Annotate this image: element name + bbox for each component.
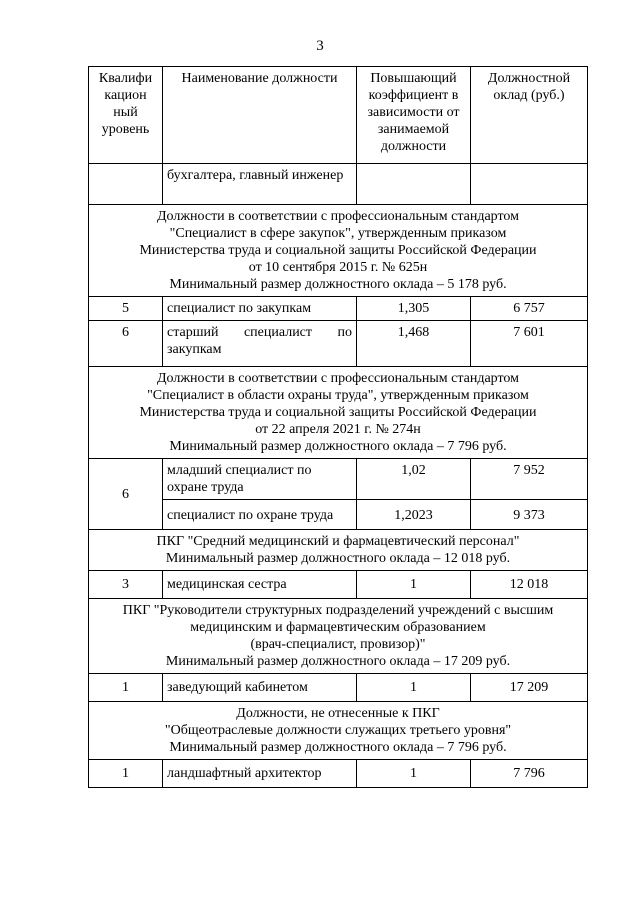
cell-coefficient — [357, 164, 471, 205]
section-line: Должности в соответствии с профессиональным стандартом — [156, 209, 519, 224]
cell-level: 5 — [89, 297, 163, 321]
table-header-row — [89, 67, 588, 164]
section-line: Минимальный размер должностного оклада – 12 018 руб. — [165, 551, 511, 566]
table-row — [89, 297, 588, 321]
section-caption — [89, 367, 588, 459]
section-header-procurement — [89, 205, 588, 297]
section-line: от 22 апреля 2021 г. № 274н — [255, 422, 421, 437]
section-header-medical — [89, 530, 588, 571]
section-line: от 10 сентября 2015 г. № 625н — [248, 260, 428, 275]
cell-level: 1 — [89, 760, 163, 788]
cell-position: старший специалист по закупкам — [163, 321, 357, 367]
section-line: "Общеотраслевые должности служащих третьего уровня" — [164, 723, 512, 738]
cell-salary: 7 796 — [471, 760, 588, 788]
section-header-other — [89, 702, 588, 760]
cell-coefficient: 1,2023 — [357, 500, 471, 530]
cell-salary: 17 209 — [471, 674, 588, 702]
cell-position: медицинская сестра — [163, 571, 357, 599]
cell-level: 6 — [89, 459, 163, 530]
section-header-heads — [89, 599, 588, 674]
section-line: (врач-специалист, провизор)" — [250, 637, 426, 652]
cell-position: специалист по охране труда — [163, 500, 357, 530]
cell-salary: 7 601 — [471, 321, 588, 367]
header-salary: Должностной оклад (руб.) — [471, 67, 588, 164]
section-line: Минимальный размер должностного оклада – 5 178 руб. — [169, 277, 507, 292]
section-caption — [89, 205, 588, 297]
cell-salary: 9 373 — [471, 500, 588, 530]
section-line: "Специалист в сфере закупок", утвержденным приказом — [169, 226, 507, 241]
cell-salary: 12 018 — [471, 571, 588, 599]
cell-position: ландшафтный архитектор — [163, 760, 357, 788]
section-line: Минимальный размер должностного оклада – 17 209 руб. — [165, 654, 511, 669]
section-line: Должности, не отнесенные к ПКГ — [236, 706, 440, 721]
table-row — [89, 459, 588, 500]
cell-level — [89, 164, 163, 205]
cell-coefficient: 1 — [357, 674, 471, 702]
cell-salary: 7 952 — [471, 459, 588, 500]
section-header-labor-safety — [89, 367, 588, 459]
cell-coefficient: 1 — [357, 571, 471, 599]
section-line: Минимальный размер должностного оклада – 7 796 руб. — [169, 439, 507, 454]
header-position: Наименование должности — [163, 67, 357, 164]
table-row — [89, 571, 588, 599]
cell-position: специалист по закупкам — [163, 297, 357, 321]
section-caption — [89, 702, 588, 760]
section-caption — [89, 530, 588, 571]
table-row — [89, 674, 588, 702]
table-row — [89, 500, 588, 530]
table-row — [89, 164, 588, 205]
section-line: Министерства труда и социальной защиты Российской Федерации — [139, 243, 537, 258]
cell-position: бухгалтера, главный инженер — [163, 164, 357, 205]
cell-position: младший специалист по охране труда — [163, 459, 357, 500]
cell-salary: 6 757 — [471, 297, 588, 321]
header-coefficient: Повышающий коэффициент в зависимости от занимаемой должности — [357, 67, 471, 164]
section-line: Минимальный размер должностного оклада – 7 796 руб. — [169, 740, 507, 755]
page-number: 3 — [316, 38, 324, 54]
section-line: ПКГ "Руководители структурных подразделений учреждений с высшим — [122, 603, 554, 618]
cell-coefficient: 1,468 — [357, 321, 471, 367]
header-level: Квалифи кацион ный уровень — [89, 67, 163, 164]
section-caption — [89, 599, 588, 674]
section-line: ПКГ "Средний медицинский и фармацевтический персонал" — [156, 534, 520, 549]
cell-coefficient: 1,305 — [357, 297, 471, 321]
section-line: медицинским и фармацевтическим образованием — [190, 620, 486, 635]
section-line: Министерства труда и социальной защиты Российской Федерации — [139, 405, 537, 420]
cell-level: 6 — [89, 321, 163, 367]
cell-coefficient: 1 — [357, 760, 471, 788]
cell-salary — [471, 164, 588, 205]
section-line: Должности в соответствии с профессиональным стандартом — [156, 371, 519, 386]
cell-level: 1 — [89, 674, 163, 702]
cell-coefficient: 1,02 — [357, 459, 471, 500]
table-row — [89, 760, 588, 788]
cell-level: 3 — [89, 571, 163, 599]
cell-position: заведующий кабинетом — [163, 674, 357, 702]
salary-table — [88, 66, 588, 788]
table-row — [89, 321, 588, 367]
section-line: "Специалист в области охраны труда", утвержденным приказом — [147, 388, 529, 403]
